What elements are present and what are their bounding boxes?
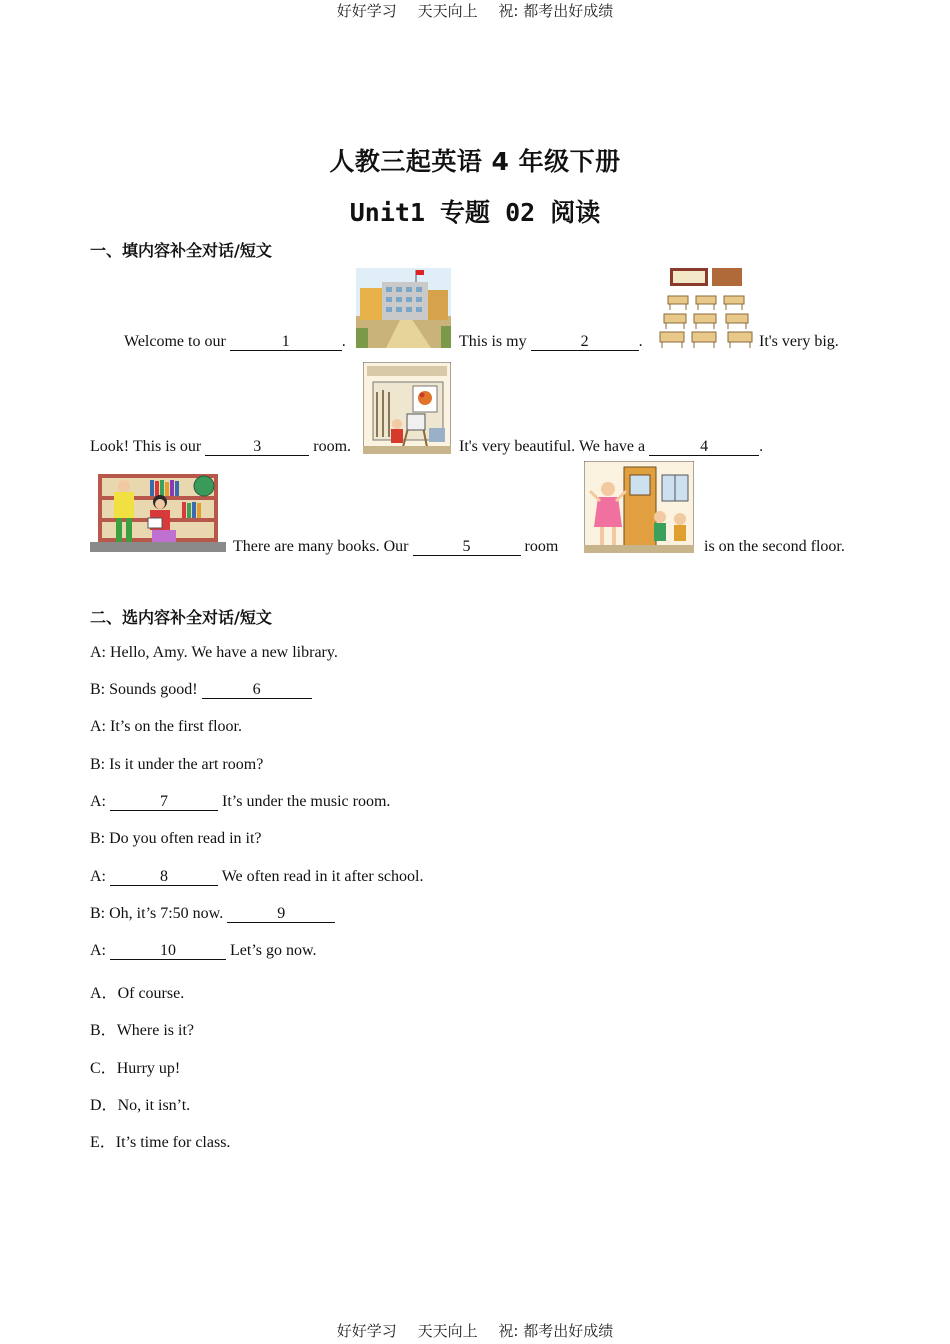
classroom-door-image	[584, 461, 694, 553]
option-c[interactable]: C．Hurry up!	[90, 1060, 181, 1077]
dialog-line: A: It’s on the first floor.	[90, 718, 242, 735]
art-room-image	[363, 362, 451, 454]
dialog-line: B: Oh, it’s 7:50 now. 9	[90, 905, 335, 923]
blank-6[interactable]: 6	[202, 682, 312, 699]
blank-4[interactable]: 4	[649, 439, 759, 456]
header-part: 好好学习	[336, 2, 397, 20]
page-footer	[0, 1320, 950, 1341]
dialog-line: B: Do you often read in it?	[90, 830, 262, 847]
school-building-image	[356, 268, 451, 348]
blank-2[interactable]: 2	[531, 334, 639, 351]
dialog-line: A: 10 Let’s go now.	[90, 942, 317, 959]
passage-line2: Look! This is our 3 room.	[90, 438, 352, 455]
blank-9[interactable]: 9	[227, 906, 335, 923]
option-b[interactable]: B．Where is it?	[90, 1022, 194, 1039]
section1-heading: 一、填内容补全对话/短文	[90, 241, 272, 260]
option-d[interactable]: D．No, it isn’t.	[90, 1097, 191, 1114]
passage-line3b: is on the second floor.	[704, 538, 845, 555]
option-e[interactable]: E．It’s time for class.	[90, 1134, 231, 1151]
section2-heading: 二、选内容补全对话/短文	[90, 608, 272, 627]
passage-line1: Welcome to our 1 .	[124, 333, 346, 350]
dialog-line: A: Hello, Amy. We have a new library.	[90, 644, 338, 661]
passage-line3: There are many books. Our 5 room	[233, 538, 559, 555]
passage-line1b: This is my 2 .	[459, 333, 643, 350]
dialog-line: A: 8 We often read in it after school.	[90, 868, 424, 885]
blank-1[interactable]: 1	[230, 334, 342, 351]
passage-line1c: It's very big.	[759, 333, 839, 350]
header-part: 天天向上	[417, 2, 478, 20]
option-a[interactable]: A．Of course.	[90, 985, 185, 1002]
library-image	[90, 466, 226, 552]
dialog-line: B: Sounds good! 6	[90, 681, 312, 699]
footer-part: 好好学习	[336, 1322, 397, 1340]
footer-part: 祝: 都考出好成绩	[498, 1322, 614, 1340]
blank-3[interactable]: 3	[205, 439, 309, 456]
dialog-line: B: Is it under the art room?	[90, 756, 264, 773]
document-title: 人教三起英语 4 年级下册	[329, 147, 621, 176]
blank-7[interactable]: 7	[110, 794, 218, 811]
blank-8[interactable]: 8	[110, 869, 218, 886]
blank-5[interactable]: 5	[413, 539, 521, 556]
classroom-desks-image	[656, 266, 758, 348]
blank-10[interactable]: 10	[110, 943, 226, 960]
dialog-line: A: 7 It’s under the music room.	[90, 793, 391, 810]
page-header	[0, 0, 950, 21]
footer-part: 天天向上	[417, 1322, 478, 1340]
header-part: 祝: 都考出好成绩	[498, 2, 614, 20]
passage-line2b: It's very beautiful. We have a 4 .	[459, 438, 764, 455]
document-subtitle: Unit1 专题 02 阅读	[349, 198, 601, 227]
